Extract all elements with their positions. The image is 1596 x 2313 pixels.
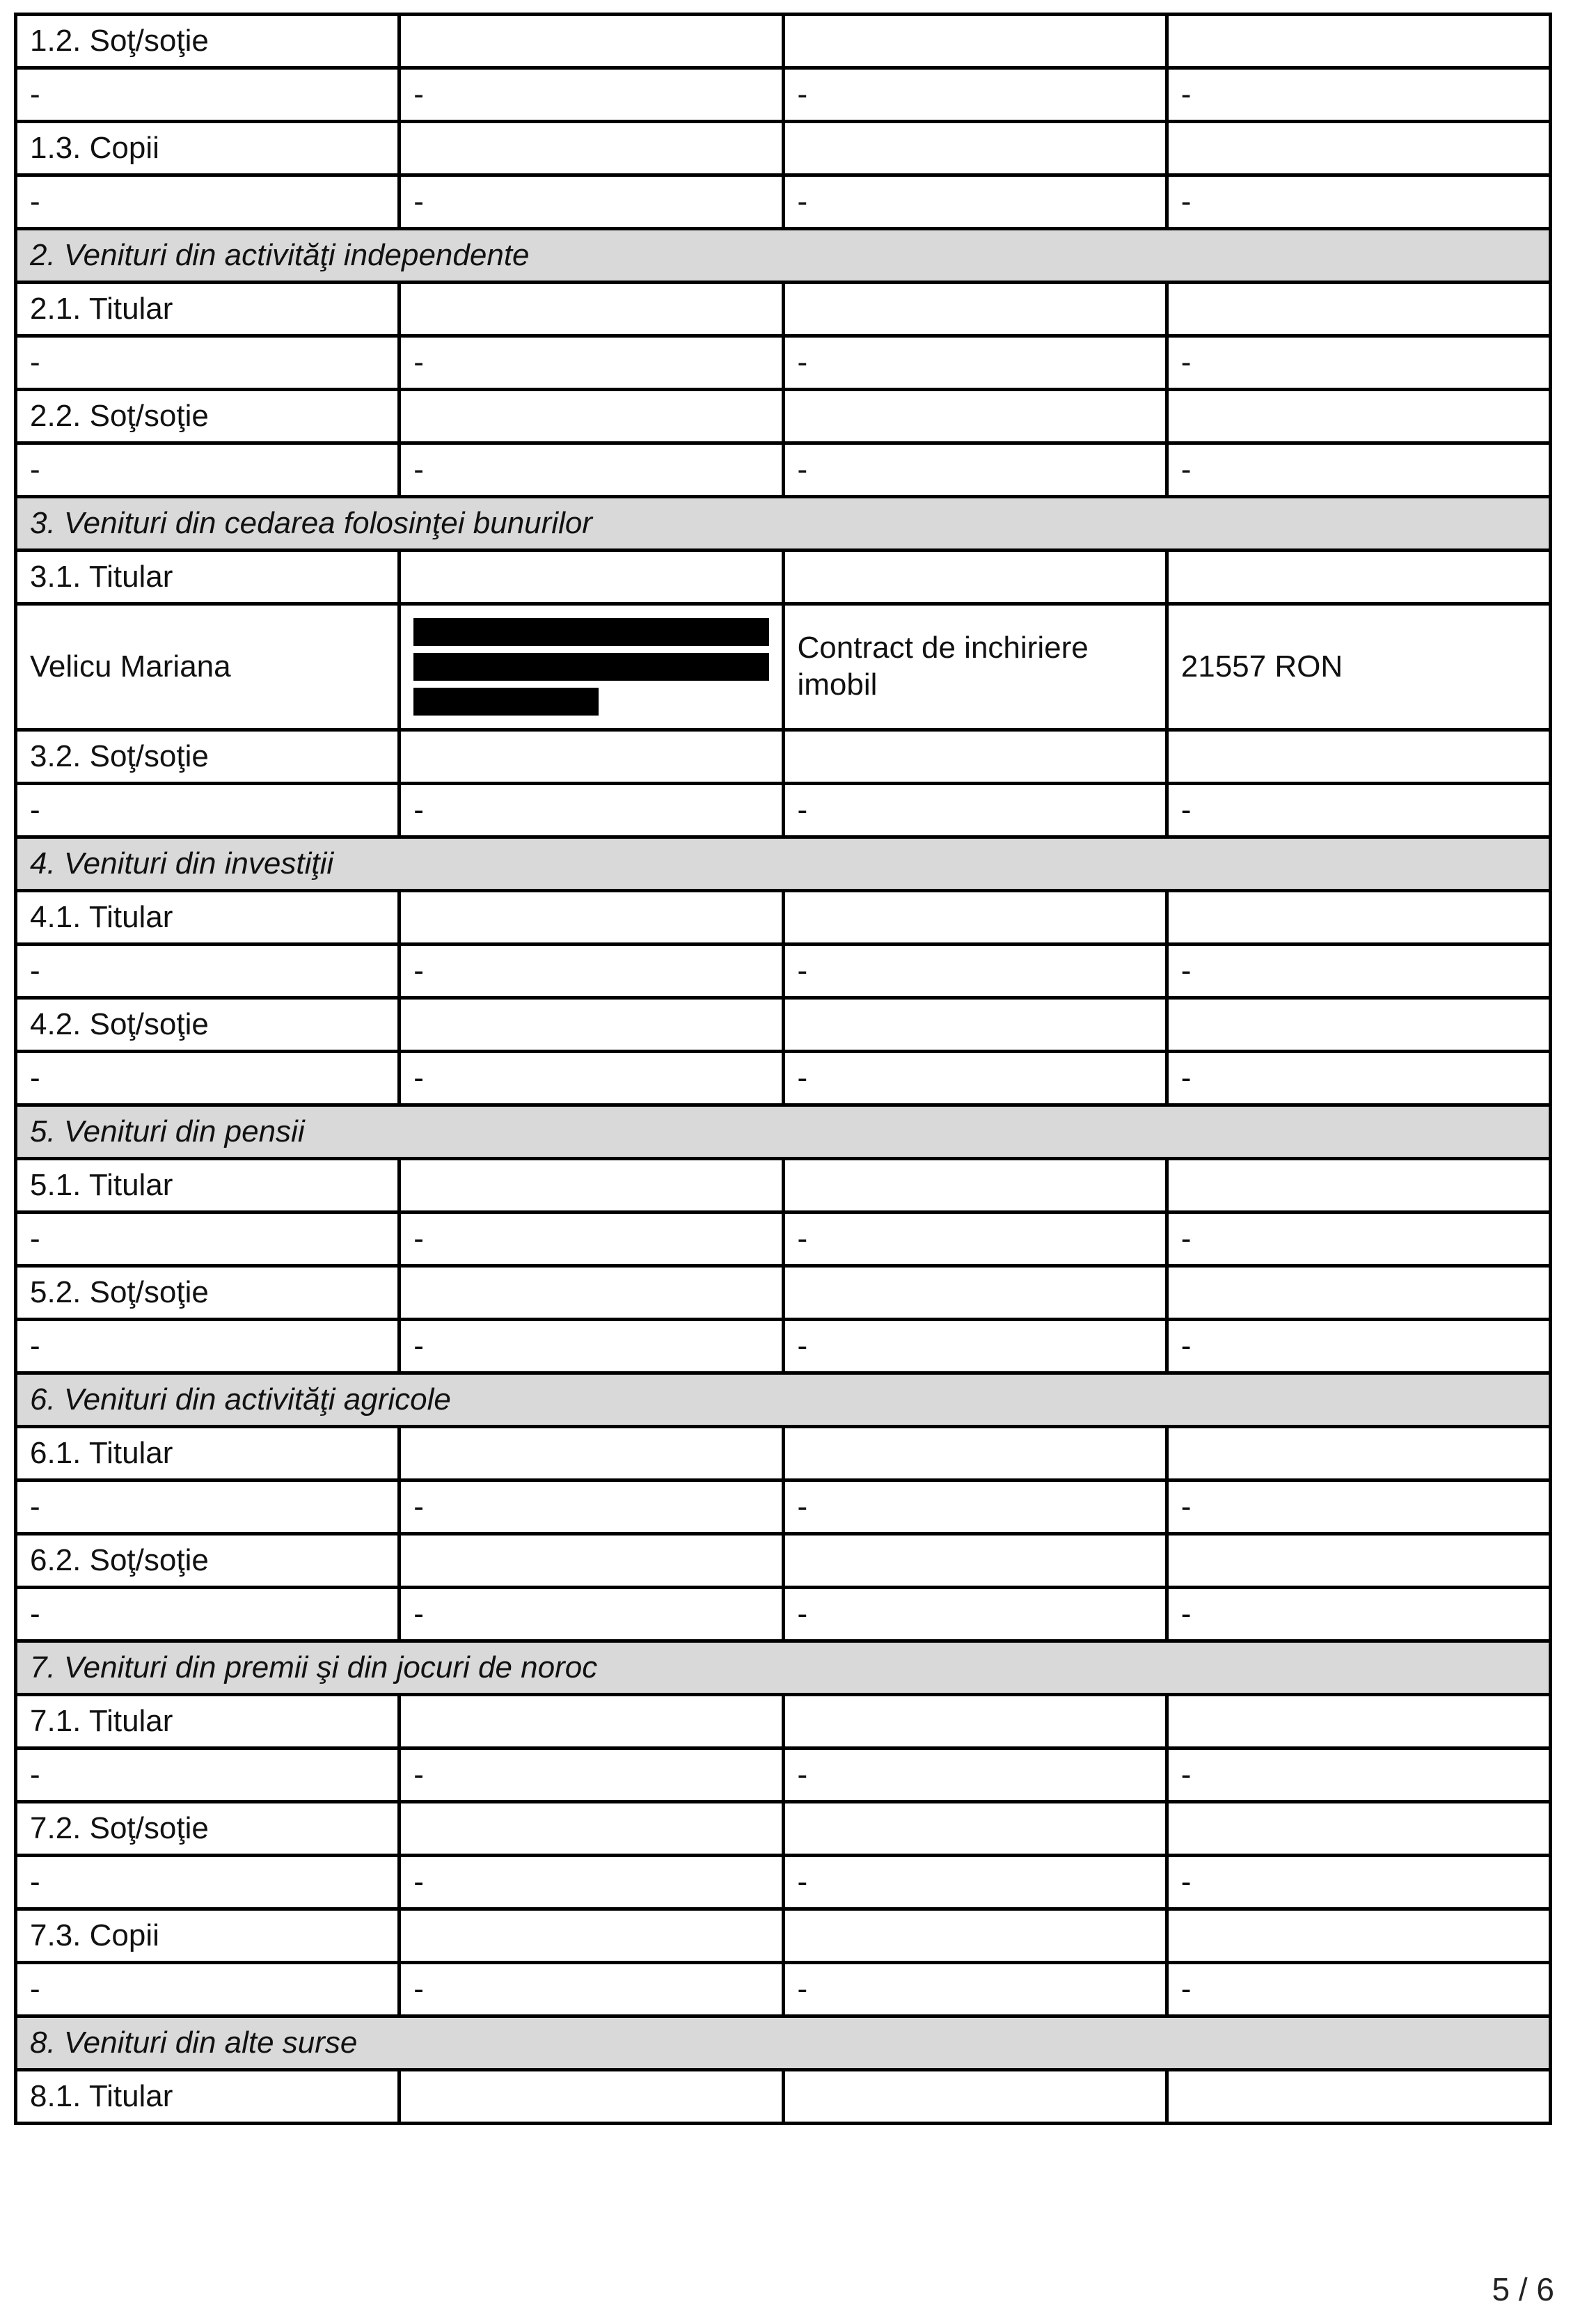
dash-cell: - bbox=[16, 68, 400, 122]
empty-cell bbox=[783, 1695, 1167, 1748]
subsection-label: 2.2. Soţ/soţie bbox=[16, 390, 400, 443]
empty-cell bbox=[400, 730, 783, 784]
subsection-row bbox=[16, 730, 1551, 784]
income-entry-row bbox=[16, 604, 1551, 730]
subsection-row bbox=[16, 551, 1551, 604]
empty-cell bbox=[783, 730, 1167, 784]
dash-cell: - bbox=[1167, 1052, 1550, 1105]
empty-cell bbox=[400, 551, 783, 604]
dash-cell: - bbox=[1167, 336, 1550, 390]
section-header-row bbox=[16, 229, 1551, 283]
dash-cell: - bbox=[400, 1052, 783, 1105]
dash-cell: - bbox=[783, 336, 1167, 390]
empty-cell bbox=[783, 891, 1167, 945]
empty-entry-row bbox=[16, 1320, 1551, 1373]
empty-cell bbox=[783, 122, 1167, 175]
empty-cell bbox=[1167, 122, 1550, 175]
empty-cell bbox=[1167, 2070, 1550, 2124]
subsection-label: 3.2. Soţ/soţie bbox=[16, 730, 400, 784]
dash-cell: - bbox=[16, 1856, 400, 1909]
subsection-row bbox=[16, 1266, 1551, 1320]
page-number: 5 / 6 bbox=[1492, 2271, 1554, 2307]
subsection-row bbox=[16, 2070, 1551, 2124]
redaction-bar bbox=[413, 688, 598, 716]
subsection-label: 5.1. Titular bbox=[16, 1159, 400, 1213]
subsection-label: 8.1. Titular bbox=[16, 2070, 400, 2124]
empty-cell bbox=[1167, 730, 1550, 784]
empty-cell bbox=[400, 1909, 783, 1963]
subsection-row bbox=[16, 891, 1551, 945]
dash-cell: - bbox=[783, 68, 1167, 122]
dash-cell: - bbox=[1167, 1748, 1550, 1802]
subsection-label: 1.3. Copii bbox=[16, 122, 400, 175]
dash-cell: - bbox=[1167, 175, 1550, 229]
empty-cell bbox=[400, 2070, 783, 2124]
empty-cell bbox=[1167, 1266, 1550, 1320]
section-header-row bbox=[16, 2016, 1551, 2070]
dash-cell: - bbox=[1167, 1481, 1550, 1534]
empty-cell bbox=[400, 15, 783, 68]
redaction-bar bbox=[413, 653, 768, 681]
subsection-label: 7.3. Copii bbox=[16, 1909, 400, 1963]
dash-cell: - bbox=[16, 1748, 400, 1802]
subsection-label: 6.1. Titular bbox=[16, 1427, 400, 1481]
empty-cell bbox=[783, 283, 1167, 336]
empty-entry-row bbox=[16, 1856, 1551, 1909]
subsection-label: 4.2. Soţ/soţie bbox=[16, 998, 400, 1052]
subsection-row bbox=[16, 1159, 1551, 1213]
empty-cell bbox=[1167, 283, 1550, 336]
dash-cell: - bbox=[400, 443, 783, 497]
empty-cell bbox=[400, 1427, 783, 1481]
dash-cell: - bbox=[16, 175, 400, 229]
dash-cell: - bbox=[1167, 443, 1550, 497]
dash-cell: - bbox=[16, 1963, 400, 2016]
dash-cell: - bbox=[16, 1052, 400, 1105]
subsection-label: 7.1. Titular bbox=[16, 1695, 400, 1748]
beneficiary-cell: Velicu Mariana bbox=[16, 604, 400, 730]
empty-entry-row bbox=[16, 945, 1551, 998]
empty-entry-row bbox=[16, 336, 1551, 390]
empty-entry-row bbox=[16, 68, 1551, 122]
subsection-row bbox=[16, 1534, 1551, 1588]
subsection-row bbox=[16, 1802, 1551, 1856]
dash-cell: - bbox=[16, 1213, 400, 1266]
empty-entry-row bbox=[16, 1481, 1551, 1534]
dash-cell: - bbox=[16, 1320, 400, 1373]
dash-cell: - bbox=[400, 945, 783, 998]
redaction-bar bbox=[413, 618, 768, 646]
empty-cell bbox=[1167, 1427, 1550, 1481]
dash-cell: - bbox=[16, 784, 400, 837]
dash-cell: - bbox=[1167, 1213, 1550, 1266]
dash-cell: - bbox=[400, 1213, 783, 1266]
redacted-source-cell bbox=[400, 604, 783, 730]
empty-cell bbox=[1167, 1159, 1550, 1213]
dash-cell: - bbox=[16, 1481, 400, 1534]
dash-cell: - bbox=[1167, 784, 1550, 837]
subsection-row bbox=[16, 1695, 1551, 1748]
section-header-row bbox=[16, 1641, 1551, 1695]
section-title: 2. Venituri din activităţi independente bbox=[16, 229, 1551, 283]
subsection-row bbox=[16, 15, 1551, 68]
subsection-row bbox=[16, 1427, 1551, 1481]
income-table-body bbox=[16, 15, 1551, 2124]
empty-entry-row bbox=[16, 175, 1551, 229]
empty-cell bbox=[783, 1534, 1167, 1588]
dash-cell: - bbox=[783, 1052, 1167, 1105]
subsection-row bbox=[16, 998, 1551, 1052]
dash-cell: - bbox=[783, 945, 1167, 998]
dash-cell: - bbox=[783, 1481, 1167, 1534]
dash-cell: - bbox=[1167, 1320, 1550, 1373]
section-title: 6. Venituri din activităţi agricole bbox=[16, 1373, 1551, 1427]
section-title: 5. Venituri din pensii bbox=[16, 1105, 1551, 1159]
empty-cell bbox=[783, 1266, 1167, 1320]
dash-cell: - bbox=[1167, 1588, 1550, 1641]
dash-cell: - bbox=[400, 68, 783, 122]
empty-cell bbox=[1167, 1695, 1550, 1748]
empty-cell bbox=[400, 122, 783, 175]
empty-cell bbox=[1167, 891, 1550, 945]
dash-cell: - bbox=[783, 1748, 1167, 1802]
empty-cell bbox=[783, 2070, 1167, 2124]
subsection-label: 2.1. Titular bbox=[16, 283, 400, 336]
empty-cell bbox=[400, 283, 783, 336]
empty-cell bbox=[783, 390, 1167, 443]
dash-cell: - bbox=[783, 1856, 1167, 1909]
empty-cell bbox=[1167, 998, 1550, 1052]
section-title: 8. Venituri din alte surse bbox=[16, 2016, 1551, 2070]
subsection-label: 1.2. Soţ/soţie bbox=[16, 15, 400, 68]
dash-cell: - bbox=[400, 1856, 783, 1909]
section-title: 7. Venituri din premii şi din jocuri de noroc bbox=[16, 1641, 1551, 1695]
dash-cell: - bbox=[783, 784, 1167, 837]
empty-cell bbox=[400, 390, 783, 443]
empty-cell bbox=[400, 998, 783, 1052]
empty-entry-row bbox=[16, 1588, 1551, 1641]
empty-cell bbox=[400, 1695, 783, 1748]
dash-cell: - bbox=[1167, 1963, 1550, 2016]
section-header-row bbox=[16, 1373, 1551, 1427]
dash-cell: - bbox=[400, 1588, 783, 1641]
dash-cell: - bbox=[783, 175, 1167, 229]
empty-entry-row bbox=[16, 784, 1551, 837]
empty-cell bbox=[783, 551, 1167, 604]
subsection-row bbox=[16, 1909, 1551, 1963]
empty-cell bbox=[400, 1802, 783, 1856]
subsection-label: 6.2. Soţ/soţie bbox=[16, 1534, 400, 1588]
dash-cell: - bbox=[1167, 68, 1550, 122]
empty-cell bbox=[1167, 1909, 1550, 1963]
empty-cell bbox=[400, 1159, 783, 1213]
dash-cell: - bbox=[1167, 1856, 1550, 1909]
income-table bbox=[14, 13, 1552, 2125]
dash-cell: - bbox=[783, 1213, 1167, 1266]
service-cell: Contract de inchiriere imobil bbox=[783, 604, 1167, 730]
dash-cell: - bbox=[783, 1588, 1167, 1641]
dash-cell: - bbox=[16, 336, 400, 390]
subsection-row bbox=[16, 122, 1551, 175]
empty-cell bbox=[400, 1534, 783, 1588]
dash-cell: - bbox=[16, 443, 400, 497]
dash-cell: - bbox=[400, 1748, 783, 1802]
subsection-row bbox=[16, 283, 1551, 336]
dash-cell: - bbox=[400, 175, 783, 229]
dash-cell: - bbox=[400, 1963, 783, 2016]
dash-cell: - bbox=[783, 1320, 1167, 1373]
empty-cell bbox=[1167, 1802, 1550, 1856]
empty-cell bbox=[783, 1427, 1167, 1481]
dash-cell: - bbox=[400, 784, 783, 837]
dash-cell: - bbox=[1167, 945, 1550, 998]
empty-cell bbox=[1167, 390, 1550, 443]
section-header-row bbox=[16, 837, 1551, 891]
subsection-label: 5.2. Soţ/soţie bbox=[16, 1266, 400, 1320]
empty-cell bbox=[400, 1266, 783, 1320]
subsection-label: 7.2. Soţ/soţie bbox=[16, 1802, 400, 1856]
empty-cell bbox=[1167, 551, 1550, 604]
dash-cell: - bbox=[400, 1481, 783, 1534]
dash-cell: - bbox=[16, 945, 400, 998]
section-title: 3. Venituri din cedarea folosinţei bunurilor bbox=[16, 497, 1551, 551]
empty-cell bbox=[1167, 15, 1550, 68]
dash-cell: - bbox=[400, 1320, 783, 1373]
empty-cell bbox=[783, 15, 1167, 68]
income-amount-cell: 21557 RON bbox=[1167, 604, 1550, 730]
empty-cell bbox=[783, 1909, 1167, 1963]
subsection-label: 4.1. Titular bbox=[16, 891, 400, 945]
section-header-row bbox=[16, 1105, 1551, 1159]
dash-cell: - bbox=[783, 443, 1167, 497]
empty-entry-row bbox=[16, 1963, 1551, 2016]
dash-cell: - bbox=[783, 1963, 1167, 2016]
subsection-row bbox=[16, 390, 1551, 443]
dash-cell: - bbox=[400, 336, 783, 390]
section-header-row bbox=[16, 497, 1551, 551]
empty-cell bbox=[1167, 1534, 1550, 1588]
empty-entry-row bbox=[16, 1213, 1551, 1266]
dash-cell: - bbox=[16, 1588, 400, 1641]
empty-entry-row bbox=[16, 1052, 1551, 1105]
empty-entry-row bbox=[16, 1748, 1551, 1802]
subsection-label: 3.1. Titular bbox=[16, 551, 400, 604]
empty-cell bbox=[783, 1159, 1167, 1213]
empty-entry-row bbox=[16, 443, 1551, 497]
section-title: 4. Venituri din investiţii bbox=[16, 837, 1551, 891]
empty-cell bbox=[400, 891, 783, 945]
empty-cell bbox=[783, 1802, 1167, 1856]
empty-cell bbox=[783, 998, 1167, 1052]
